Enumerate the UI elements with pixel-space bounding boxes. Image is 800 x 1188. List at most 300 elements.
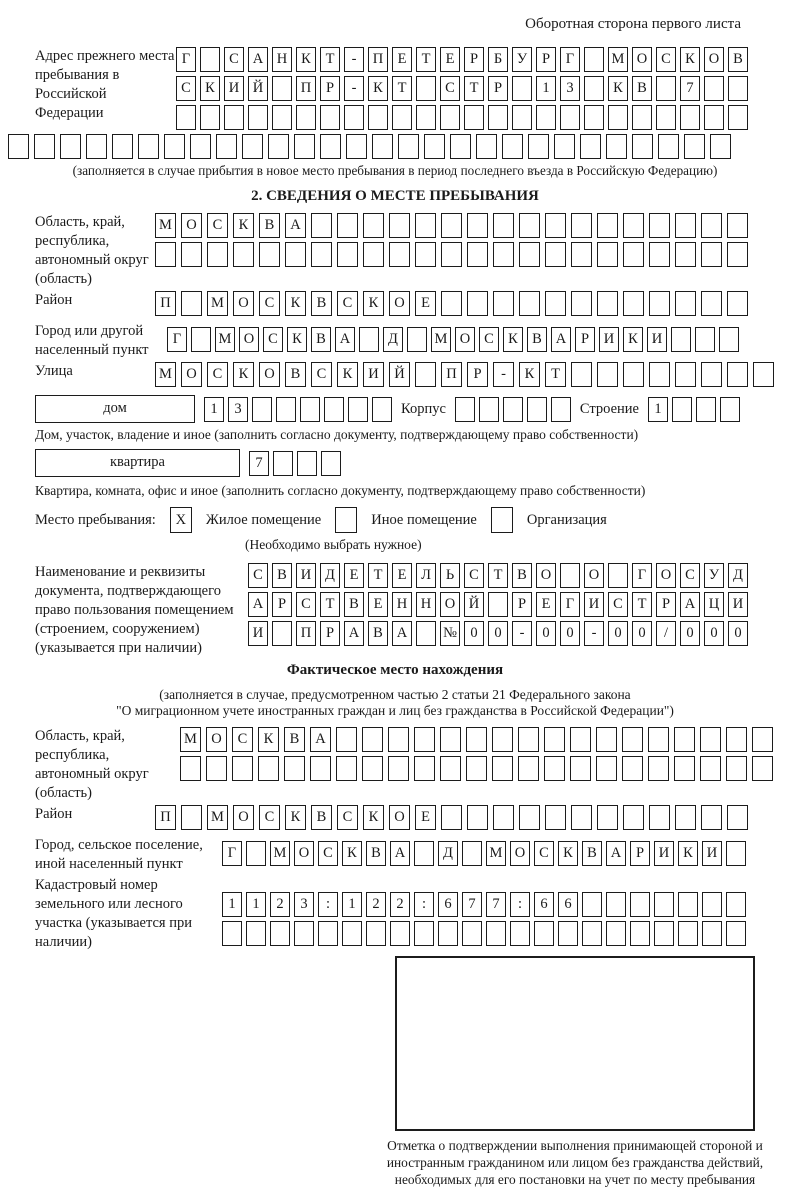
char-box[interactable] bbox=[466, 756, 487, 781]
char-box[interactable] bbox=[518, 727, 539, 752]
char-box[interactable] bbox=[518, 756, 539, 781]
char-box[interactable]: № bbox=[440, 621, 460, 646]
char-box[interactable]: Е bbox=[392, 563, 412, 588]
char-box[interactable] bbox=[752, 756, 773, 781]
char-box[interactable] bbox=[720, 397, 740, 422]
char-box[interactable] bbox=[545, 291, 566, 316]
char-box[interactable]: С bbox=[656, 47, 676, 72]
char-box[interactable]: К bbox=[337, 362, 358, 387]
char-box[interactable] bbox=[414, 756, 435, 781]
char-box[interactable] bbox=[440, 727, 461, 752]
char-box[interactable] bbox=[608, 105, 628, 130]
char-box[interactable]: Г bbox=[632, 563, 652, 588]
char-box[interactable] bbox=[438, 921, 458, 946]
char-box[interactable]: О bbox=[440, 592, 460, 617]
checkbox-inoe[interactable] bbox=[335, 507, 357, 533]
char-box[interactable]: 6 bbox=[438, 892, 458, 917]
char-box[interactable]: С bbox=[259, 805, 280, 830]
char-box[interactable]: Д bbox=[320, 563, 340, 588]
char-box[interactable] bbox=[648, 727, 669, 752]
char-box[interactable] bbox=[649, 362, 670, 387]
char-box[interactable] bbox=[462, 841, 482, 866]
char-box[interactable]: И bbox=[654, 841, 674, 866]
char-box[interactable]: Т bbox=[392, 76, 412, 101]
char-box[interactable]: С bbox=[248, 563, 268, 588]
char-box[interactable] bbox=[372, 397, 392, 422]
char-box[interactable] bbox=[488, 105, 508, 130]
char-box[interactable] bbox=[222, 921, 242, 946]
char-box[interactable] bbox=[60, 134, 81, 159]
char-box[interactable] bbox=[519, 242, 540, 267]
char-box[interactable] bbox=[728, 105, 748, 130]
char-box[interactable]: М bbox=[155, 362, 176, 387]
char-box[interactable]: У bbox=[512, 47, 532, 72]
char-box[interactable] bbox=[502, 134, 523, 159]
char-box[interactable] bbox=[597, 805, 618, 830]
char-box[interactable] bbox=[363, 242, 384, 267]
char-box[interactable] bbox=[467, 291, 488, 316]
char-box[interactable]: Г bbox=[560, 592, 580, 617]
char-box[interactable] bbox=[336, 756, 357, 781]
char-box[interactable] bbox=[571, 242, 592, 267]
char-box[interactable] bbox=[200, 105, 220, 130]
char-box[interactable] bbox=[727, 805, 748, 830]
char-box[interactable]: М bbox=[180, 727, 201, 752]
char-box[interactable]: К bbox=[200, 76, 220, 101]
char-box[interactable]: Р bbox=[575, 327, 595, 352]
char-box[interactable] bbox=[476, 134, 497, 159]
char-box[interactable]: Д bbox=[438, 841, 458, 866]
char-box[interactable] bbox=[181, 291, 202, 316]
char-box[interactable]: : bbox=[510, 892, 530, 917]
char-box[interactable]: В bbox=[527, 327, 547, 352]
char-box[interactable] bbox=[392, 105, 412, 130]
char-box[interactable]: О bbox=[584, 563, 604, 588]
char-box[interactable]: К bbox=[287, 327, 307, 352]
char-box[interactable] bbox=[632, 105, 652, 130]
char-box[interactable]: В bbox=[311, 805, 332, 830]
char-box[interactable] bbox=[416, 105, 436, 130]
char-box[interactable]: 1 bbox=[648, 397, 668, 422]
char-box[interactable] bbox=[560, 563, 580, 588]
char-box[interactable] bbox=[632, 134, 653, 159]
char-box[interactable] bbox=[464, 105, 484, 130]
char-box[interactable]: П bbox=[155, 291, 176, 316]
char-box[interactable] bbox=[86, 134, 107, 159]
char-box[interactable] bbox=[486, 921, 506, 946]
char-box[interactable] bbox=[466, 727, 487, 752]
char-box[interactable]: Р bbox=[488, 76, 508, 101]
char-box[interactable] bbox=[544, 756, 565, 781]
char-box[interactable]: - bbox=[512, 621, 532, 646]
char-box[interactable] bbox=[571, 805, 592, 830]
char-box[interactable]: 0 bbox=[680, 621, 700, 646]
char-box[interactable] bbox=[233, 242, 254, 267]
char-box[interactable]: Г bbox=[167, 327, 187, 352]
char-box[interactable]: К bbox=[363, 291, 384, 316]
char-box[interactable] bbox=[649, 291, 670, 316]
char-box[interactable] bbox=[180, 756, 201, 781]
char-box[interactable]: 0 bbox=[464, 621, 484, 646]
char-box[interactable] bbox=[570, 727, 591, 752]
char-box[interactable] bbox=[726, 727, 747, 752]
char-box[interactable] bbox=[654, 892, 674, 917]
char-box[interactable] bbox=[493, 242, 514, 267]
char-box[interactable]: Г bbox=[560, 47, 580, 72]
char-box[interactable]: В bbox=[344, 592, 364, 617]
char-box[interactable]: С bbox=[259, 291, 280, 316]
char-box[interactable] bbox=[440, 105, 460, 130]
char-box[interactable]: О bbox=[239, 327, 259, 352]
char-box[interactable]: Р bbox=[630, 841, 650, 866]
char-box[interactable]: И bbox=[599, 327, 619, 352]
char-box[interactable] bbox=[584, 105, 604, 130]
char-box[interactable]: Р bbox=[320, 76, 340, 101]
char-box[interactable] bbox=[389, 213, 410, 238]
char-box[interactable] bbox=[606, 921, 626, 946]
char-box[interactable]: Ь bbox=[440, 563, 460, 588]
char-box[interactable] bbox=[671, 327, 691, 352]
char-box[interactable] bbox=[726, 921, 746, 946]
char-box[interactable] bbox=[700, 756, 721, 781]
char-box[interactable] bbox=[608, 563, 628, 588]
char-box[interactable]: П bbox=[296, 76, 316, 101]
char-box[interactable]: 3 bbox=[228, 397, 248, 422]
char-box[interactable]: А bbox=[335, 327, 355, 352]
char-box[interactable] bbox=[224, 105, 244, 130]
char-box[interactable] bbox=[246, 921, 266, 946]
char-box[interactable]: 0 bbox=[560, 621, 580, 646]
char-box[interactable]: С bbox=[608, 592, 628, 617]
char-box[interactable] bbox=[398, 134, 419, 159]
char-box[interactable] bbox=[527, 397, 547, 422]
char-box[interactable]: А bbox=[390, 841, 410, 866]
char-box[interactable] bbox=[623, 213, 644, 238]
char-box[interactable]: С bbox=[263, 327, 283, 352]
char-box[interactable] bbox=[597, 291, 618, 316]
char-box[interactable]: : bbox=[414, 892, 434, 917]
char-box[interactable] bbox=[455, 397, 475, 422]
char-box[interactable]: А bbox=[248, 47, 268, 72]
char-box[interactable] bbox=[551, 397, 571, 422]
char-box[interactable] bbox=[300, 397, 320, 422]
char-box[interactable]: 0 bbox=[704, 621, 724, 646]
char-box[interactable]: - bbox=[344, 47, 364, 72]
char-box[interactable] bbox=[492, 727, 513, 752]
char-box[interactable] bbox=[649, 805, 670, 830]
char-box[interactable]: 0 bbox=[488, 621, 508, 646]
char-box[interactable]: В bbox=[582, 841, 602, 866]
char-box[interactable] bbox=[534, 921, 554, 946]
char-box[interactable] bbox=[176, 105, 196, 130]
char-box[interactable] bbox=[512, 105, 532, 130]
char-box[interactable] bbox=[390, 921, 410, 946]
char-box[interactable] bbox=[519, 291, 540, 316]
char-box[interactable]: М bbox=[207, 291, 228, 316]
char-box[interactable] bbox=[704, 76, 724, 101]
char-box[interactable]: 7 bbox=[486, 892, 506, 917]
char-box[interactable] bbox=[424, 134, 445, 159]
char-box[interactable]: И bbox=[224, 76, 244, 101]
char-box[interactable]: О bbox=[294, 841, 314, 866]
char-box[interactable] bbox=[272, 621, 292, 646]
char-box[interactable]: 1 bbox=[342, 892, 362, 917]
char-box[interactable] bbox=[727, 213, 748, 238]
char-box[interactable]: - bbox=[584, 621, 604, 646]
char-box[interactable] bbox=[324, 397, 344, 422]
char-box[interactable] bbox=[294, 134, 315, 159]
char-box[interactable] bbox=[344, 105, 364, 130]
char-box[interactable]: М bbox=[608, 47, 628, 72]
char-box[interactable] bbox=[415, 242, 436, 267]
char-box[interactable]: В bbox=[284, 727, 305, 752]
char-box[interactable]: Р bbox=[464, 47, 484, 72]
char-box[interactable]: Т bbox=[488, 563, 508, 588]
char-box[interactable] bbox=[268, 134, 289, 159]
char-box[interactable]: Е bbox=[368, 592, 388, 617]
char-box[interactable] bbox=[8, 134, 29, 159]
char-box[interactable] bbox=[701, 362, 722, 387]
char-box[interactable]: 0 bbox=[632, 621, 652, 646]
char-box[interactable]: Т bbox=[368, 563, 388, 588]
char-box[interactable] bbox=[649, 213, 670, 238]
char-box[interactable]: К bbox=[285, 291, 306, 316]
char-box[interactable] bbox=[678, 892, 698, 917]
char-box[interactable]: О bbox=[206, 727, 227, 752]
char-box[interactable] bbox=[285, 242, 306, 267]
char-box[interactable]: / bbox=[656, 621, 676, 646]
char-box[interactable] bbox=[558, 921, 578, 946]
char-box[interactable]: А bbox=[551, 327, 571, 352]
char-box[interactable]: 2 bbox=[270, 892, 290, 917]
char-box[interactable]: О bbox=[259, 362, 280, 387]
char-box[interactable]: Т bbox=[416, 47, 436, 72]
char-box[interactable]: А bbox=[392, 621, 412, 646]
char-box[interactable]: И bbox=[584, 592, 604, 617]
char-box[interactable]: К bbox=[368, 76, 388, 101]
char-box[interactable] bbox=[545, 213, 566, 238]
char-box[interactable] bbox=[112, 134, 133, 159]
char-box[interactable]: 7 bbox=[462, 892, 482, 917]
char-box[interactable]: В bbox=[368, 621, 388, 646]
char-box[interactable]: Е bbox=[415, 805, 436, 830]
char-box[interactable]: М bbox=[207, 805, 228, 830]
char-box[interactable]: Г bbox=[176, 47, 196, 72]
char-box[interactable] bbox=[726, 892, 746, 917]
char-box[interactable] bbox=[536, 105, 556, 130]
char-box[interactable] bbox=[580, 134, 601, 159]
char-box[interactable] bbox=[701, 291, 722, 316]
checkbox-organizatsiya[interactable] bbox=[491, 507, 513, 533]
char-box[interactable]: 0 bbox=[536, 621, 556, 646]
char-box[interactable] bbox=[155, 242, 176, 267]
char-box[interactable] bbox=[672, 397, 692, 422]
char-box[interactable] bbox=[346, 134, 367, 159]
char-box[interactable] bbox=[571, 291, 592, 316]
char-box[interactable] bbox=[272, 76, 292, 101]
char-box[interactable] bbox=[272, 105, 292, 130]
char-box[interactable]: Н bbox=[392, 592, 412, 617]
char-box[interactable] bbox=[674, 756, 695, 781]
char-box[interactable]: Л bbox=[416, 563, 436, 588]
char-box[interactable] bbox=[654, 921, 674, 946]
char-box[interactable]: 0 bbox=[608, 621, 628, 646]
char-box[interactable]: 7 bbox=[680, 76, 700, 101]
char-box[interactable]: Н bbox=[416, 592, 436, 617]
char-box[interactable]: К bbox=[342, 841, 362, 866]
char-box[interactable]: А bbox=[285, 213, 306, 238]
char-box[interactable] bbox=[584, 76, 604, 101]
char-box[interactable] bbox=[571, 362, 592, 387]
char-box[interactable] bbox=[450, 134, 471, 159]
char-box[interactable] bbox=[510, 921, 530, 946]
char-box[interactable] bbox=[336, 727, 357, 752]
char-box[interactable]: В bbox=[728, 47, 748, 72]
char-box[interactable]: О bbox=[181, 213, 202, 238]
char-box[interactable] bbox=[630, 921, 650, 946]
char-box[interactable] bbox=[623, 805, 644, 830]
char-box[interactable]: И bbox=[728, 592, 748, 617]
char-box[interactable]: А bbox=[344, 621, 364, 646]
char-box[interactable]: 1 bbox=[204, 397, 224, 422]
char-box[interactable] bbox=[415, 213, 436, 238]
char-box[interactable]: К bbox=[233, 362, 254, 387]
char-box[interactable] bbox=[388, 727, 409, 752]
char-box[interactable]: К bbox=[678, 841, 698, 866]
char-box[interactable] bbox=[545, 242, 566, 267]
char-box[interactable] bbox=[270, 921, 290, 946]
char-box[interactable] bbox=[492, 756, 513, 781]
char-box[interactable]: Т bbox=[320, 47, 340, 72]
char-box[interactable] bbox=[320, 134, 341, 159]
char-box[interactable]: С bbox=[479, 327, 499, 352]
char-box[interactable]: Й bbox=[464, 592, 484, 617]
char-box[interactable] bbox=[467, 805, 488, 830]
char-box[interactable]: С bbox=[534, 841, 554, 866]
char-box[interactable] bbox=[34, 134, 55, 159]
char-box[interactable] bbox=[493, 213, 514, 238]
char-box[interactable] bbox=[320, 105, 340, 130]
char-box[interactable]: В bbox=[272, 563, 292, 588]
char-box[interactable] bbox=[467, 213, 488, 238]
char-box[interactable] bbox=[389, 242, 410, 267]
char-box[interactable] bbox=[414, 727, 435, 752]
char-box[interactable]: А bbox=[310, 727, 331, 752]
char-box[interactable] bbox=[362, 727, 383, 752]
char-box[interactable]: Е bbox=[344, 563, 364, 588]
char-box[interactable] bbox=[701, 242, 722, 267]
char-box[interactable] bbox=[310, 756, 331, 781]
char-box[interactable] bbox=[728, 76, 748, 101]
char-box[interactable] bbox=[372, 134, 393, 159]
char-box[interactable] bbox=[678, 921, 698, 946]
char-box[interactable] bbox=[441, 213, 462, 238]
char-box[interactable]: П bbox=[441, 362, 462, 387]
char-box[interactable] bbox=[675, 805, 696, 830]
char-box[interactable] bbox=[623, 362, 644, 387]
char-box[interactable]: У bbox=[704, 563, 724, 588]
char-box[interactable]: В bbox=[366, 841, 386, 866]
char-box[interactable] bbox=[571, 213, 592, 238]
char-box[interactable] bbox=[407, 327, 427, 352]
char-box[interactable]: О bbox=[632, 47, 652, 72]
char-box[interactable]: М bbox=[431, 327, 451, 352]
char-box[interactable]: Т bbox=[464, 76, 484, 101]
char-box[interactable] bbox=[648, 756, 669, 781]
char-box[interactable]: С bbox=[464, 563, 484, 588]
char-box[interactable] bbox=[181, 242, 202, 267]
char-box[interactable]: С bbox=[311, 362, 332, 387]
char-box[interactable] bbox=[656, 76, 676, 101]
char-box[interactable] bbox=[273, 451, 293, 476]
char-box[interactable] bbox=[596, 756, 617, 781]
char-box[interactable] bbox=[258, 756, 279, 781]
char-box[interactable]: О bbox=[389, 805, 410, 830]
char-box[interactable]: В bbox=[311, 327, 331, 352]
char-box[interactable]: 2 bbox=[390, 892, 410, 917]
char-box[interactable]: В bbox=[311, 291, 332, 316]
char-box[interactable] bbox=[248, 105, 268, 130]
char-box[interactable]: О bbox=[536, 563, 556, 588]
char-box[interactable]: - bbox=[493, 362, 514, 387]
char-box[interactable] bbox=[649, 242, 670, 267]
char-box[interactable]: Б bbox=[488, 47, 508, 72]
char-box[interactable] bbox=[488, 592, 508, 617]
char-box[interactable]: И bbox=[647, 327, 667, 352]
char-box[interactable]: В bbox=[512, 563, 532, 588]
char-box[interactable] bbox=[675, 291, 696, 316]
char-box[interactable] bbox=[246, 841, 266, 866]
char-box[interactable] bbox=[701, 213, 722, 238]
char-box[interactable]: О bbox=[656, 563, 676, 588]
char-box[interactable]: Е bbox=[536, 592, 556, 617]
char-box[interactable]: 2 bbox=[366, 892, 386, 917]
char-box[interactable] bbox=[232, 756, 253, 781]
char-box[interactable] bbox=[337, 213, 358, 238]
char-box[interactable] bbox=[528, 134, 549, 159]
char-box[interactable]: О bbox=[455, 327, 475, 352]
char-box[interactable] bbox=[416, 76, 436, 101]
char-box[interactable]: К bbox=[285, 805, 306, 830]
char-box[interactable] bbox=[582, 892, 602, 917]
char-box[interactable]: А bbox=[606, 841, 626, 866]
char-box[interactable]: С bbox=[337, 805, 358, 830]
char-box[interactable] bbox=[696, 397, 716, 422]
char-box[interactable]: В bbox=[285, 362, 306, 387]
char-box[interactable]: : bbox=[318, 892, 338, 917]
char-box[interactable] bbox=[311, 242, 332, 267]
char-box[interactable] bbox=[702, 921, 722, 946]
char-box[interactable] bbox=[675, 362, 696, 387]
char-box[interactable]: Й bbox=[389, 362, 410, 387]
char-box[interactable] bbox=[554, 134, 575, 159]
char-box[interactable]: С bbox=[207, 362, 228, 387]
char-box[interactable]: К bbox=[680, 47, 700, 72]
char-box[interactable] bbox=[493, 291, 514, 316]
char-box[interactable] bbox=[362, 756, 383, 781]
char-box[interactable] bbox=[207, 242, 228, 267]
char-box[interactable] bbox=[597, 213, 618, 238]
char-box[interactable] bbox=[658, 134, 679, 159]
char-box[interactable] bbox=[388, 756, 409, 781]
char-box[interactable] bbox=[216, 134, 237, 159]
char-box[interactable] bbox=[296, 105, 316, 130]
char-box[interactable] bbox=[519, 213, 540, 238]
char-box[interactable] bbox=[342, 921, 362, 946]
char-box[interactable] bbox=[294, 921, 314, 946]
char-box[interactable] bbox=[570, 756, 591, 781]
char-box[interactable]: О bbox=[510, 841, 530, 866]
